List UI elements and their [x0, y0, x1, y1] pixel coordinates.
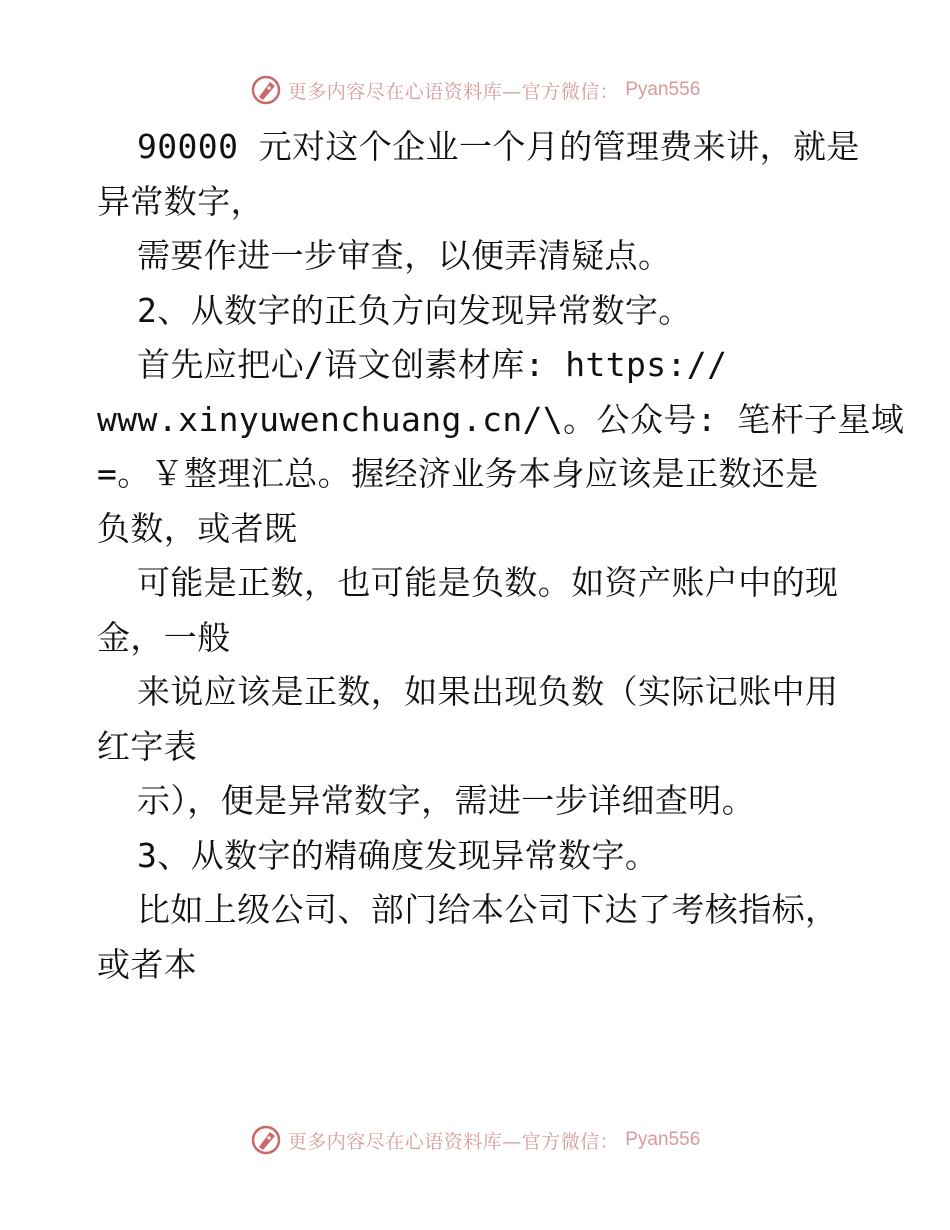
footer-banner-id: Pyan556 [625, 1129, 701, 1150]
body-line: 金，一般 [97, 617, 231, 657]
header-banner [0, 70, 950, 110]
body-line: =。￥整理汇总。握经济业务本身应该是正数还是 [97, 454, 819, 493]
body-line: 示），便是异常数字，需进一步详细查明。 [137, 781, 756, 820]
body-line: 红字表 [97, 726, 198, 766]
header-banner-text: 更多内容尽在心语资料库—官方微信： [287, 80, 620, 103]
footer-banner-text: 更多内容尽在心语资料库—官方微信： [287, 1130, 620, 1153]
body-line: 2、从数字的正负方向发现异常数字。 [137, 290, 692, 330]
body-line: www.xinyuwenchuang.cn/\。公众号: 笔杆子星域 [97, 399, 905, 439]
body-line: 90000 元对这个企业一个月的管理费来讲，就是 [137, 127, 860, 166]
body-line: 需要作进一步审查，以便弄清疑点。 [137, 236, 672, 275]
document-body [97, 120, 905, 992]
pen-nib-logo-icon [250, 74, 282, 106]
body-line: 异常数字， [97, 181, 264, 221]
body-line: 负数，或者既 [97, 508, 298, 548]
footer-banner [0, 1120, 950, 1160]
body-line: 3、从数字的精确度发现异常数字。 [137, 835, 659, 875]
body-line: 比如上级公司、部门给本公司下达了考核指标， [137, 890, 839, 929]
body-line: 首先应把心/语文创素材库: https:// [137, 345, 728, 384]
pen-nib-logo-icon [250, 1124, 282, 1156]
body-line: 或者本 [97, 944, 198, 984]
body-line: 可能是正数，也可能是负数。如资产账户中的现 [137, 563, 839, 602]
header-banner-id: Pyan556 [625, 79, 701, 100]
body-line: 来说应该是正数，如果出现负数（实际记账中用 [137, 672, 839, 711]
